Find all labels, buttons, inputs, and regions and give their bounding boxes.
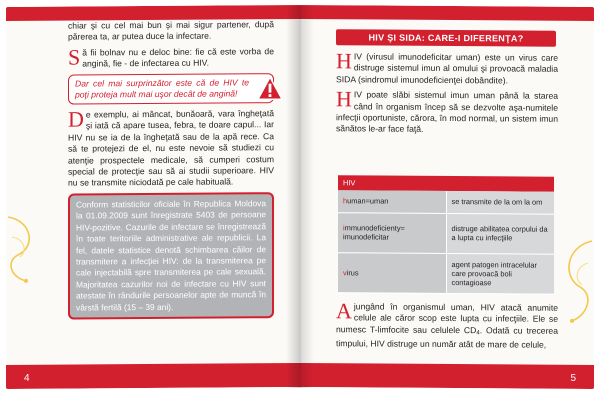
warning-callout — [68, 73, 274, 105]
drop-cap: A — [336, 298, 352, 324]
table-value: agent patogen intracelular care provoacă boli contagioase — [446, 253, 554, 294]
right-page — [300, 5, 594, 389]
icecream-text: e exemplu, ai mâncat, bunăoară, vara îngheţată şi iată că apare tusea, febra, te doare capul... Iar HIV nu se ia de la îngheţată sau de la apă rece. Ca să te protejezi de el, nu este nevoie să studiezi cu atenţie prospectele medicale, să cumperi costum special de protecţie sau să ai studii superioare. HIV nu se transmite niciodată pe cale habituală. — [68, 108, 274, 189]
gold-swirl-icon — [554, 237, 594, 327]
opportunistic-text: IV poate slăbi sistemul imun uman până la starea când în organism încep să se dezvolte aşa-numitele infecţii oportuniste, cărora, în mod normal, un sistem imun sănătos le-ar face faţă. — [336, 89, 558, 135]
table-key: immunodeficienty= imunodeficitar — [338, 212, 446, 253]
drop-cap: H — [336, 86, 352, 112]
right-top-band — [300, 5, 594, 21]
right-text-column-bottom — [336, 298, 558, 355]
drop-cap: D — [68, 106, 84, 132]
left-bottom-band — [6, 363, 300, 389]
table-row — [338, 252, 554, 294]
left-page — [6, 5, 300, 389]
table-key: virus — [338, 252, 446, 293]
opportunistic-paragraph — [336, 86, 558, 136]
cd4-text-a: jungând în organismul uman, HIV atacă anumite celule ale căror scop este lupta cu infecţiile. Ele se numesc T-limfocite sau celulele CD — [336, 301, 558, 336]
hiv-acronym-table — [338, 175, 554, 294]
table-key: human=uman — [338, 190, 446, 213]
book-spine-shadow — [286, 6, 314, 388]
cd4-subscript: 4 — [476, 330, 480, 337]
page-number-left: 4 — [24, 372, 30, 384]
hiv-definition-text: IV (virusul imunodeficitar uman) este un virus care distruge sistemul imun al omului şi provoacă maladia SIDA (sindromul imunodeficienţei dobândite). — [336, 51, 558, 86]
statistics-box: Conform statisticilor oficiale în Republica Moldova la 01.09.2009 sunt înregistrate 5403 de persoane HIV-pozitive. Cazurile de infectare se înregistrează în toate teritoriile administrative ale republicii. La fel, datele statistice denotă schimbarea căilor de transmitere a infecţiei HIV: de la transmiterea pe cale injectabilă spre transmiterea pe cale sexuală. Majoritatea cazurilor noi de infectare cu HIV sunt atestate în rândurile persoanelor apte de muncă în vârstă fertilă (15 – 39 ani). — [68, 192, 274, 320]
angina-text: ă fii bolnav nu e deloc bine: fie că este vorba de angină, fie - de infectarea cu HIV. — [82, 45, 274, 69]
table-value: distruge abilitatea corpului da a lupta cu infecţiile — [446, 213, 554, 254]
booklet — [6, 0, 594, 392]
table-row — [338, 212, 554, 254]
angina-paragraph — [68, 46, 274, 70]
right-text-column-top — [336, 48, 558, 140]
icecream-paragraph — [68, 108, 274, 189]
left-text-column — [68, 19, 274, 319]
page-number-right: 5 — [570, 372, 576, 384]
cd4-paragraph — [336, 298, 558, 351]
warning-triangle-icon — [257, 76, 283, 100]
warning-text: Dar cel mai surprinzător este că de HIV te poţi proteja mult mai uşor decât de angină! — [75, 76, 249, 100]
drop-cap: H — [336, 48, 352, 74]
intro-paragraph: chiar şi cu cel mai bun şi mai sigur partener, după părerea ta, ar putea duce la infectare. — [68, 19, 274, 42]
right-bottom-band — [300, 363, 594, 389]
section-title: HIV ŞI SIDA: CARE-I DIFERENŢA? — [336, 29, 556, 47]
cd4-text-b: . Odată cu trecerea timpului, HIV distruge un număr atât de mare de celule, — [336, 325, 558, 350]
hiv-definition-paragraph — [336, 48, 558, 87]
gold-swirl-icon — [6, 207, 46, 287]
drop-cap: S — [68, 44, 81, 70]
table-header: HIV — [338, 175, 554, 192]
table-row — [338, 190, 554, 214]
table-value: se transmite de la om la om — [446, 191, 554, 214]
